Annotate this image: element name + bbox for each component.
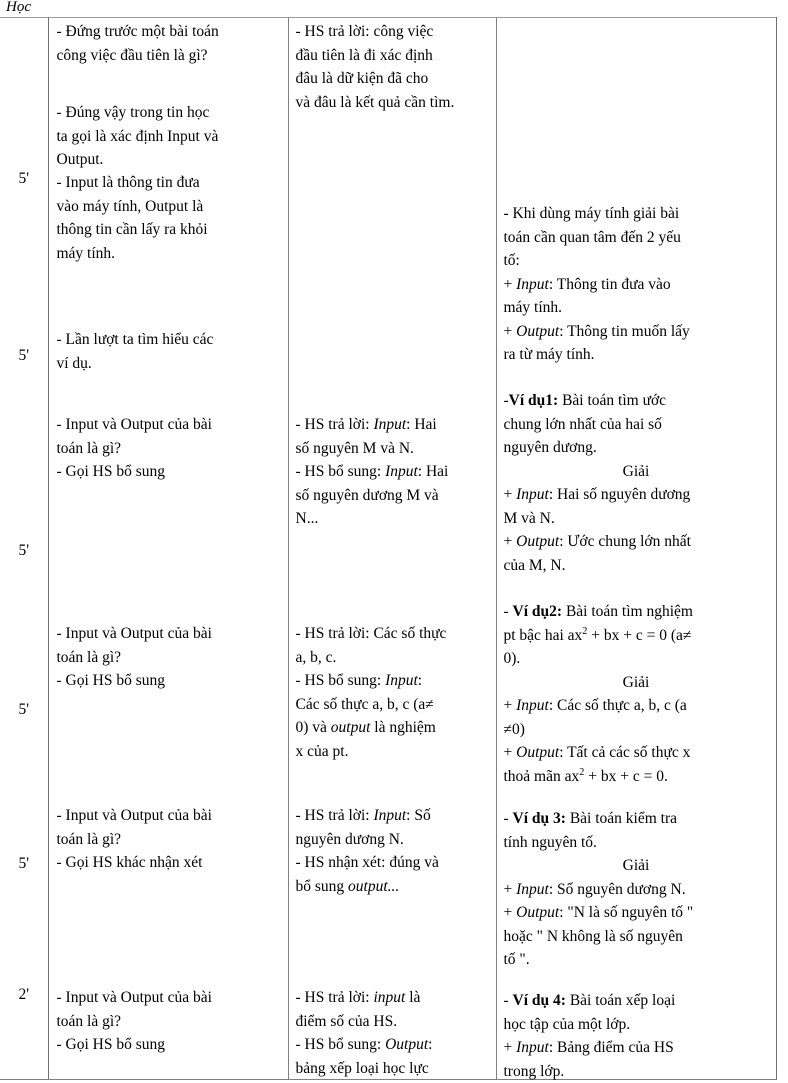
text-line: của M, N. [504,554,769,578]
text-line: học tập của một lớp. [504,1013,769,1037]
text-line: + Input: Thông tin đưa vào [504,273,769,297]
text-line: và đâu là kết quả cần tìm. [296,91,490,115]
text-line: - Gọi HS bổ sung [57,1033,282,1057]
content-block-vidu-1 [497,389,776,577]
text-line: máy tính. [504,296,769,320]
text-line: thông tin cần lấy ra khỏi [57,218,282,242]
text-line-giai: Giải [504,460,769,484]
text-line: toán cần quan tâm đến 2 yếu [504,226,769,250]
text-line: - Đúng vậy trong tin học [57,101,282,125]
text-line: + Input: Các số thực a, b, c (a [504,694,769,718]
text-line: - HS trả lời: input là [296,986,490,1010]
text-line: Output. [57,148,282,172]
text-line: - HS bổ sung: Output: [296,1033,490,1057]
text-line: + Input: Bảng điểm của HS [504,1036,769,1060]
student-block-1 [289,20,496,114]
text-line: - Ví dụ 3: Bài toán kiểm tra [504,807,769,831]
student-activity-cell [288,18,496,1080]
time-mark-4: 5' [0,701,48,718]
text-line: máy tính. [57,242,282,266]
text-line: vào máy tính, Output là [57,195,282,219]
text-line: - Gọi HS khác nhận xét [57,851,282,875]
content-block-intro [497,202,776,367]
text-line: hoặc " N không là số nguyên [504,925,769,949]
time-mark-2: 5' [0,347,48,364]
student-block-3 [289,622,496,763]
text-line: + Input: Hai số nguyên dương [504,483,769,507]
text-line: - Input và Output của bài [57,804,282,828]
text-line: số nguyên dương M và [296,484,490,508]
text-line: điểm số của HS. [296,1010,490,1034]
content-column-inner [497,18,776,1079]
time-mark-5: 5' [0,855,48,872]
text-line: 0). [504,647,769,671]
text-line: - HS bổ sung: Input: [296,669,490,693]
text-line: - Input là thông tin đưa [57,171,282,195]
text-line: bổ sung output... [296,875,490,899]
text-line: - HS trả lời: Các số thực [296,622,490,646]
text-line: - HS bổ sung: Input: Hai [296,460,490,484]
text-line: bảng xếp loại học lực [296,1057,490,1081]
text-line: ra từ máy tính. [504,343,769,367]
content-block-vidu-2 [497,600,776,788]
text-line: 0) và output là nghiệm [296,716,490,740]
text-line: toán là gì? [57,828,282,852]
table-row [0,18,776,1080]
teacher-activity-cell [48,18,288,1080]
text-line-giai: Giải [504,854,769,878]
text-line: - HS nhận xét: đúng và [296,851,490,875]
time-mark-6: 2' [0,986,48,1003]
text-line: Các số thực a, b, c (a≠ [296,693,490,717]
text-line: N... [296,507,490,531]
text-line: - Khi dùng máy tính giải bài [504,202,769,226]
text-line-giai: Giải [504,671,769,695]
text-line: nguyên dương N. [296,828,490,852]
text-line: + Output: Tất cả các số thực x [504,741,769,765]
text-line: - Gọi HS bổ sung [57,460,282,484]
text-line: pt bậc hai $ax^2$ + bx + c = 0 (a≠ [504,624,769,648]
text-line: đâu là dữ kiện đã cho [296,67,490,91]
teacher-block-4 [49,328,288,375]
text-line: ≠0) [504,718,769,742]
text-line: số nguyên M và N. [296,437,490,461]
text-line: + Output: "N là số nguyên tố " [504,901,769,925]
content-block-vidu-4 [497,989,776,1083]
text-line: toán là gì? [57,646,282,670]
student-block-5 [289,986,496,1080]
content-cell [496,18,776,1080]
text-line: - HS trả lời: Input: Hai [296,413,490,437]
text-line: - Ví dụ2: Bài toán tìm nghiệm [504,600,769,624]
text-line: + Input: Số nguyên dương N. [504,878,769,902]
text-line: đầu tiên là đi xác định [296,44,490,68]
lesson-plan-table [0,17,777,1080]
teacher-block-8 [49,986,288,1057]
time-mark-1: 5' [0,170,48,187]
student-block-2 [289,413,496,531]
text-line: + Output: Ước chung lớn nhất [504,530,769,554]
text-line: - Gọi HS bổ sung [57,669,282,693]
content-block-vidu-3 [497,807,776,972]
teacher-block-7 [49,804,288,875]
text-line: - Input và Output của bài [57,986,282,1010]
running-header: Học [6,0,31,16]
text-line: tính nguyên tố. [504,831,769,855]
teacher-block-6 [49,622,288,693]
text-line: - Ví dụ 4: Bài toán xếp loại [504,989,769,1013]
text-line: công việc đầu tiên là gì? [57,44,282,68]
text-line: x của pt. [296,740,490,764]
text-line: - Input và Output của bài [57,622,282,646]
text-line: - HS trả lời: Input: Số [296,804,490,828]
text-line: - Đứng trước một bài toán [57,20,282,44]
text-line: thoả mãn $ax^2$ + bx + c = 0. [504,765,769,789]
text-line: - Input và Output của bài [57,413,282,437]
text-line: - HS trả lời: công việc [296,20,490,44]
text-line: ví dụ. [57,352,282,376]
teacher-column-inner [49,18,288,1079]
teacher-block-3 [49,171,288,265]
text-line: trong lớp. [504,1060,769,1083]
text-line: chung lớn nhất của hai số [504,413,769,437]
student-block-4 [289,804,496,898]
text-line: - Lần lượt ta tìm hiểu các [57,328,282,352]
text-line: + Output: Thông tin muốn lấy [504,320,769,344]
text-line: tố: [504,249,769,273]
text-line: tố ". [504,948,769,972]
time-mark-3: 5' [0,542,48,559]
teacher-block-2 [49,101,288,172]
teacher-block-5 [49,413,288,484]
text-line: toán là gì? [57,437,282,461]
text-line: -Ví dụ1: Bài toán tìm ước [504,389,769,413]
text-line: ta gọi là xác định Input và [57,125,282,149]
time-column-inner [0,18,48,1079]
student-column-inner [289,18,496,1079]
text-line: nguyên dương. [504,436,769,460]
teacher-block-1 [49,20,288,67]
text-line: a, b, c. [296,646,490,670]
text-line: M và N. [504,507,769,531]
time-column-cell [0,18,48,1080]
text-line: toán là gì? [57,1010,282,1034]
